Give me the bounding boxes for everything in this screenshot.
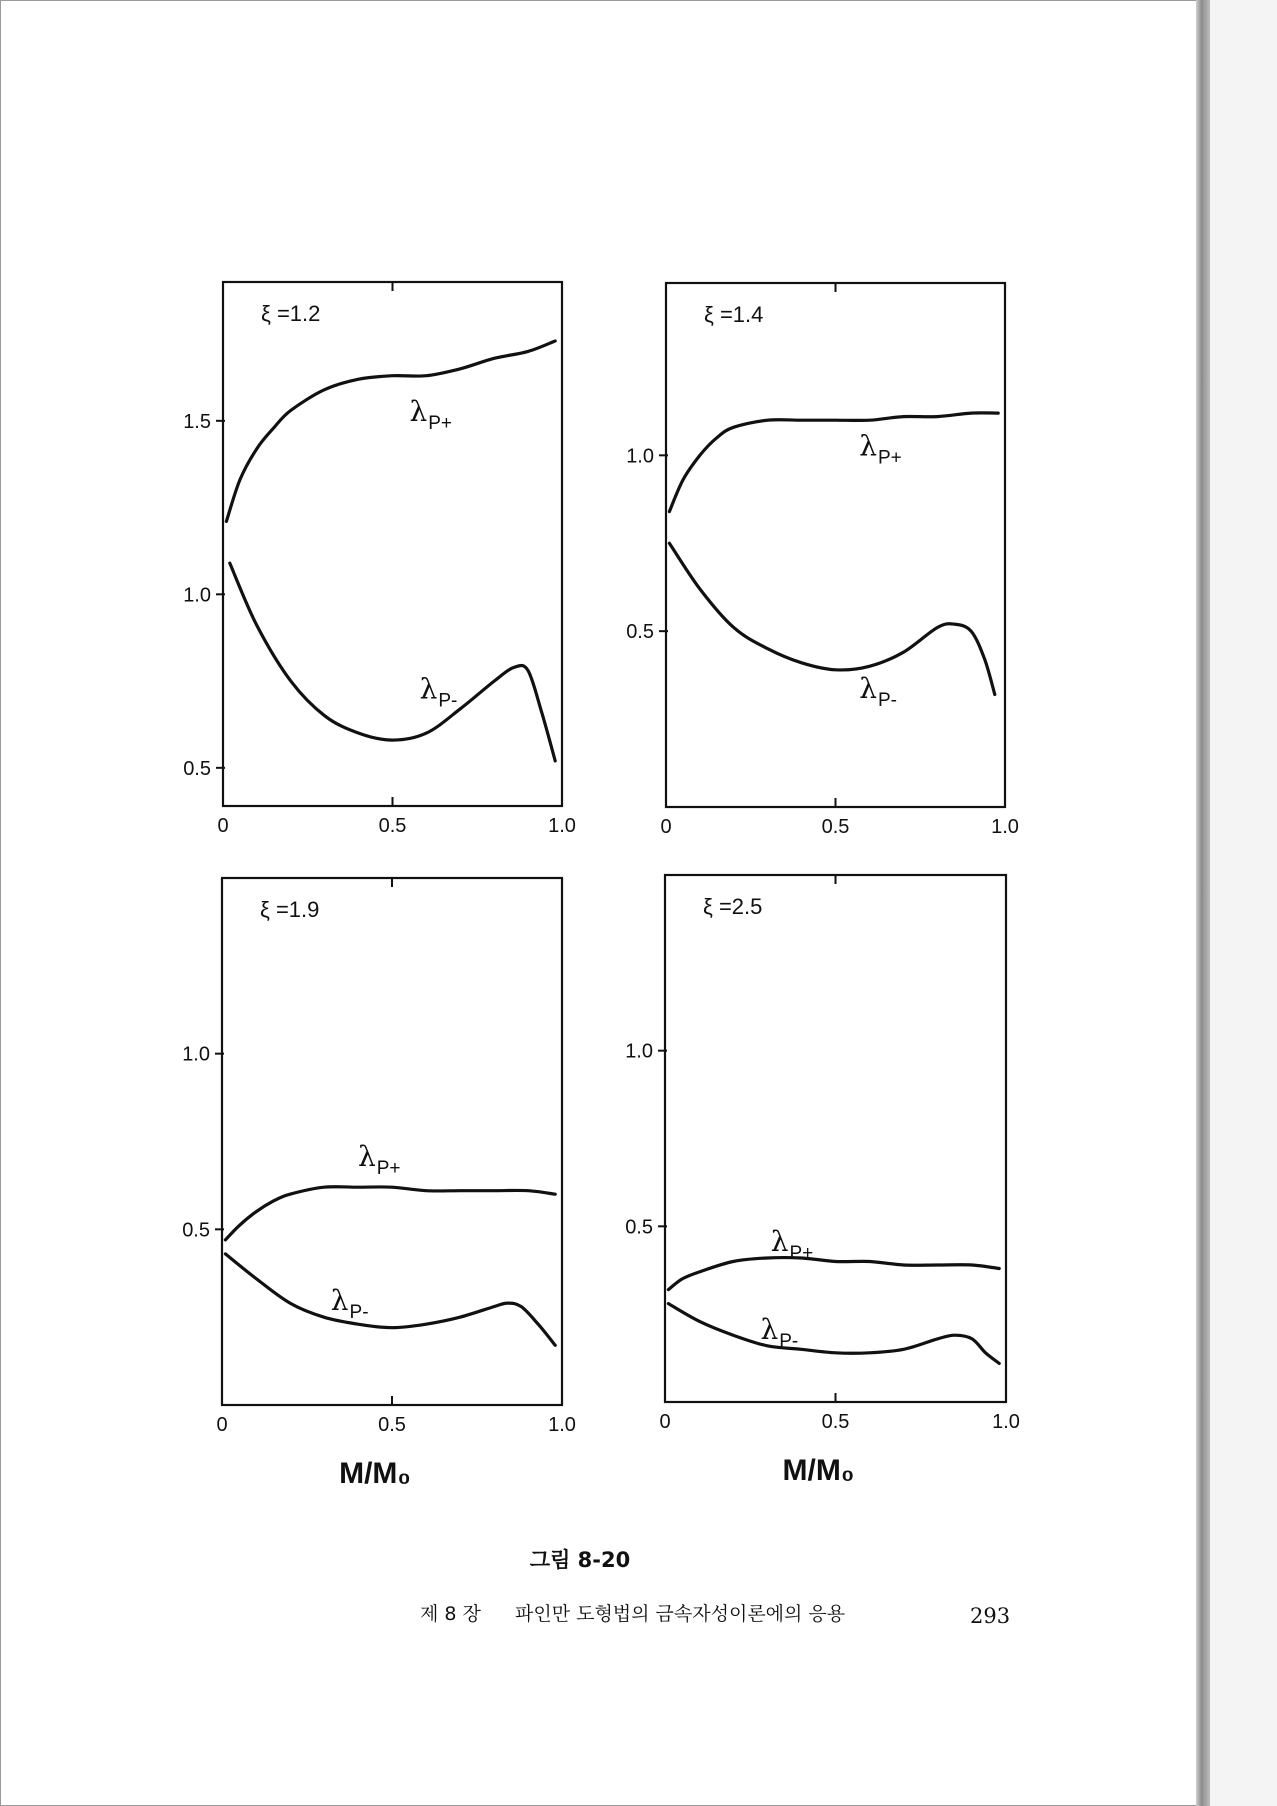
y-tick-label: 0.5	[183, 757, 211, 780]
x-tick-label: 1.0	[992, 1411, 1020, 1433]
y-tick-label: 1.0	[626, 445, 654, 468]
series-label: $\lambda_{P+}$	[409, 394, 452, 434]
x-axis-label: M/M₀	[782, 1454, 855, 1487]
figure-caption: 그림 8-20	[529, 1548, 631, 1572]
x-tick-label: 1.0	[548, 1414, 576, 1436]
series-line-lambda-p-plus	[669, 413, 998, 512]
series-label: $\lambda_{P-}$	[419, 672, 458, 712]
x-axis-label: M/M₀	[339, 1457, 411, 1490]
y-tick-label: 1.0	[625, 1040, 653, 1063]
series-label: $\lambda_{P-}$	[859, 671, 897, 711]
plot-frame	[222, 878, 562, 1405]
x-tick-label: 0	[216, 1414, 228, 1436]
x-tick-label: 0	[659, 1411, 671, 1433]
xi-annotation: ξ =2.5	[703, 894, 763, 919]
x-tick-label: 0.5	[378, 1414, 406, 1436]
y-tick-label: 1.0	[182, 1043, 210, 1066]
page-number: 293	[970, 1604, 1011, 1628]
panel-xi-1-9	[182, 878, 576, 1490]
series-line-lambda-p-plus	[226, 341, 555, 521]
x-tick-label: 1.0	[991, 816, 1019, 838]
series-label: $\lambda_{P-}$	[760, 1312, 799, 1352]
x-tick-label: 0.5	[821, 816, 850, 838]
x-tick-label: 0	[660, 816, 672, 838]
series-line-lambda-p-minus	[225, 1254, 555, 1345]
xi-annotation: ξ =1.9	[260, 897, 320, 922]
x-tick-label: 1.0	[548, 815, 576, 837]
panel-xi-2-5	[625, 875, 1020, 1487]
series-label: $\lambda_{P-}$	[330, 1284, 369, 1324]
series-line-lambda-p-minus	[669, 543, 994, 694]
series-label: $\lambda_{P+}$	[859, 429, 902, 469]
series-label: $\lambda_{P+}$	[770, 1224, 814, 1264]
xi-annotation: ξ =1.2	[261, 301, 321, 326]
xi-annotation: ξ =1.4	[704, 302, 764, 327]
series-line-lambda-p-minus	[230, 563, 555, 761]
x-tick-label: 0	[217, 815, 229, 837]
y-tick-label: 0.5	[625, 1216, 653, 1239]
series-line-lambda-p-minus	[668, 1304, 999, 1364]
series-label: $\lambda_{P+}$	[358, 1140, 401, 1180]
x-tick-label: 0.5	[821, 1411, 850, 1433]
plot-frame	[666, 283, 1005, 807]
y-tick-label: 1.5	[183, 410, 211, 433]
chapter-label: 제 8 장	[420, 1603, 481, 1625]
panel-xi-1-4	[626, 283, 1019, 838]
plot-frame	[665, 875, 1006, 1402]
series-line-lambda-p-plus	[225, 1187, 555, 1240]
y-tick-label: 1.0	[183, 584, 211, 607]
y-tick-label: 0.5	[626, 621, 654, 644]
plot-frame	[223, 282, 562, 806]
x-tick-label: 0.5	[378, 815, 407, 837]
panel-xi-1-2	[183, 282, 576, 837]
y-tick-label: 0.5	[182, 1219, 210, 1242]
series-line-lambda-p-plus	[668, 1258, 999, 1290]
running-title: 파인만 도형법의 금속자성이론에의 응용	[515, 1603, 846, 1625]
